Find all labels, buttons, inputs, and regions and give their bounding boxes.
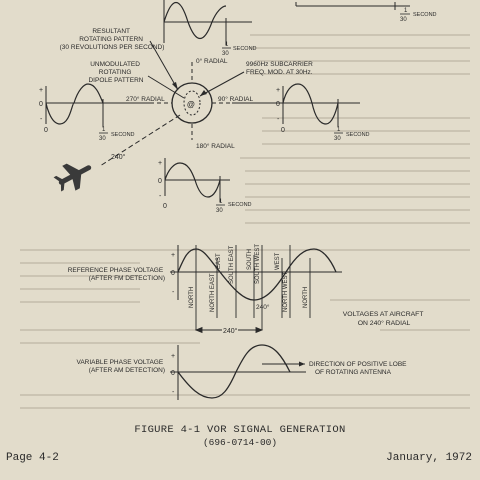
dir-north-west: NORTH WEST <box>283 271 289 312</box>
graph-270-plus: + <box>39 87 44 94</box>
subcarrier-label-2: FREQ. MOD. AT 30Hz. <box>246 69 313 76</box>
figure-caption: FIGURE 4-1 VOR SIGNAL GENERATION <box>134 424 346 436</box>
positive-lobe-label-1: DIRECTION OF POSITIVE LOBE <box>309 361 407 368</box>
graph-0-fraction-den: 30 <box>222 51 229 57</box>
publication-date: January, 1972 <box>386 452 472 464</box>
radial-180-label: 180° RADIAL <box>196 143 235 150</box>
dir-south: SOUTH <box>247 249 253 270</box>
reference-phase-label-2: (AFTER FM DETECTION) <box>88 275 165 282</box>
arrow-head-subcarrier <box>200 90 207 96</box>
top-right-partial-graph <box>296 2 410 10</box>
graph-90-origin: 0 <box>281 127 285 134</box>
graph-270-fraction-den: 30 <box>99 136 106 142</box>
radial-90-label: 90° RADIAL <box>218 96 254 103</box>
variable-phase-graph <box>170 345 306 400</box>
dir-north-1: NORTH <box>189 286 195 308</box>
top-right-second-label: SECOND <box>413 12 437 18</box>
ref-plus: + <box>171 252 176 259</box>
dir-north-2: NORTH <box>303 286 309 308</box>
var-plus: + <box>171 353 176 360</box>
top-right-fraction-den: 30 <box>400 17 407 23</box>
graph-0-fraction-num: 1 <box>225 42 229 48</box>
top-right-fraction-num: 1 <box>404 8 408 14</box>
graph-90-plus: + <box>276 87 281 94</box>
svg-text:RESULTANT ROTATING PATTERN <box>60 28 165 51</box>
svg-text:VARIABLE PHASE VOLTAGE (AF <box>76 359 165 374</box>
graph-90-minus: - <box>277 116 280 123</box>
graph-270-fraction-num: 1 <box>102 127 106 133</box>
airplane-icon <box>51 154 98 197</box>
graph-270-minus: - <box>40 116 43 123</box>
resultant-label-2: ROTATING PATTERN <box>79 36 143 43</box>
variable-phase-label-1: VARIABLE PHASE VOLTAGE <box>76 359 164 366</box>
ref-minus: - <box>172 289 175 296</box>
phase-diff-label-left: 240° <box>223 328 238 335</box>
svg-text:UNMODULATED ROTATING D <box>88 61 143 84</box>
dir-east: EAST <box>216 253 222 269</box>
radial-270-label: 270° RADIAL <box>126 96 165 103</box>
graph-0-second: SECOND <box>233 46 257 52</box>
svg-text:REFERENCE PHASE VOLTAGE (A <box>68 267 165 282</box>
voltages-note-1: VOLTAGES AT AIRCRAFT <box>342 311 424 318</box>
dir-south-west: SOUTH WEST <box>255 244 261 284</box>
voltages-note-2: ON 240° RADIAL <box>357 320 411 327</box>
graph-180-origin: 0 <box>163 203 167 210</box>
dir-north-east: NORTH EAST <box>210 273 216 312</box>
positive-lobe-label-2: OF ROTATING ANTENNA <box>315 369 391 376</box>
antenna-center-glyph: @ <box>187 100 195 109</box>
graph-180-zero: 0 <box>158 178 162 185</box>
graph-270-zero: 0 <box>39 101 43 108</box>
unmodulated-label-3: DIPOLE PATTERN <box>88 77 144 84</box>
page-number: Page 4-2 <box>6 452 59 464</box>
graph-90-fraction-den: 30 <box>334 136 341 142</box>
svg-text:9960Hz SUBCARRIER FREQ. MO <box>246 61 315 76</box>
graph-90-fraction-num: 1 <box>337 127 341 133</box>
graph-270-radial <box>46 84 150 127</box>
positive-lobe-arrow-head <box>299 362 305 367</box>
phase-diff-label-right: 240° <box>256 304 270 311</box>
graph-180-fraction-den: 30 <box>216 208 223 214</box>
dir-south-east: SOUTH EAST <box>229 245 235 284</box>
graph-90-radial <box>232 84 360 127</box>
graph-270-origin: 0 <box>44 127 48 134</box>
unmodulated-label-1: UNMODULATED <box>90 61 140 68</box>
subcarrier-label-1: 9960Hz SUBCARRIER <box>246 61 313 68</box>
graph-0-radial <box>164 0 252 45</box>
bleed-through-texture <box>20 35 470 408</box>
variable-phase-label-2: (AFTER AM DETECTION) <box>88 367 165 374</box>
graph-90-zero: 0 <box>276 101 280 108</box>
graph-180-radial <box>165 158 230 202</box>
var-zero: 0 <box>171 370 175 377</box>
unmodulated-label-2: ROTATING <box>98 69 132 76</box>
resultant-label-1: RESULTANT <box>92 28 130 35</box>
svg-text:DIRECTION OF POSITIVE LOBE <box>309 361 408 376</box>
graph-180-fraction-num: 1 <box>219 199 223 205</box>
ref-zero: 0 <box>171 270 175 277</box>
resultant-label-3: (30 REVOLUTIONS PER SECOND) <box>59 44 165 51</box>
dir-west: WEST <box>275 252 281 270</box>
arrow-head-resultant <box>172 82 178 90</box>
radial-0-label: 0° RADIAL <box>196 58 228 65</box>
graph-180-minus: - <box>159 193 162 200</box>
var-minus: - <box>172 389 175 396</box>
direction-labels <box>189 244 309 312</box>
figure-part-number: (696-0714-00) <box>202 437 278 448</box>
svg-text:VOLTAGES AT AIRCRAFT ON 24 <box>343 311 425 327</box>
graph-180-plus: + <box>158 160 163 167</box>
graph-90-second: SECOND <box>346 132 370 138</box>
reference-phase-label-1: REFERENCE PHASE VOLTAGE <box>67 267 164 274</box>
aircraft-bearing-label: 240° <box>111 154 126 161</box>
graph-270-second: SECOND <box>111 132 135 138</box>
graph-180-second: SECOND <box>228 202 252 208</box>
